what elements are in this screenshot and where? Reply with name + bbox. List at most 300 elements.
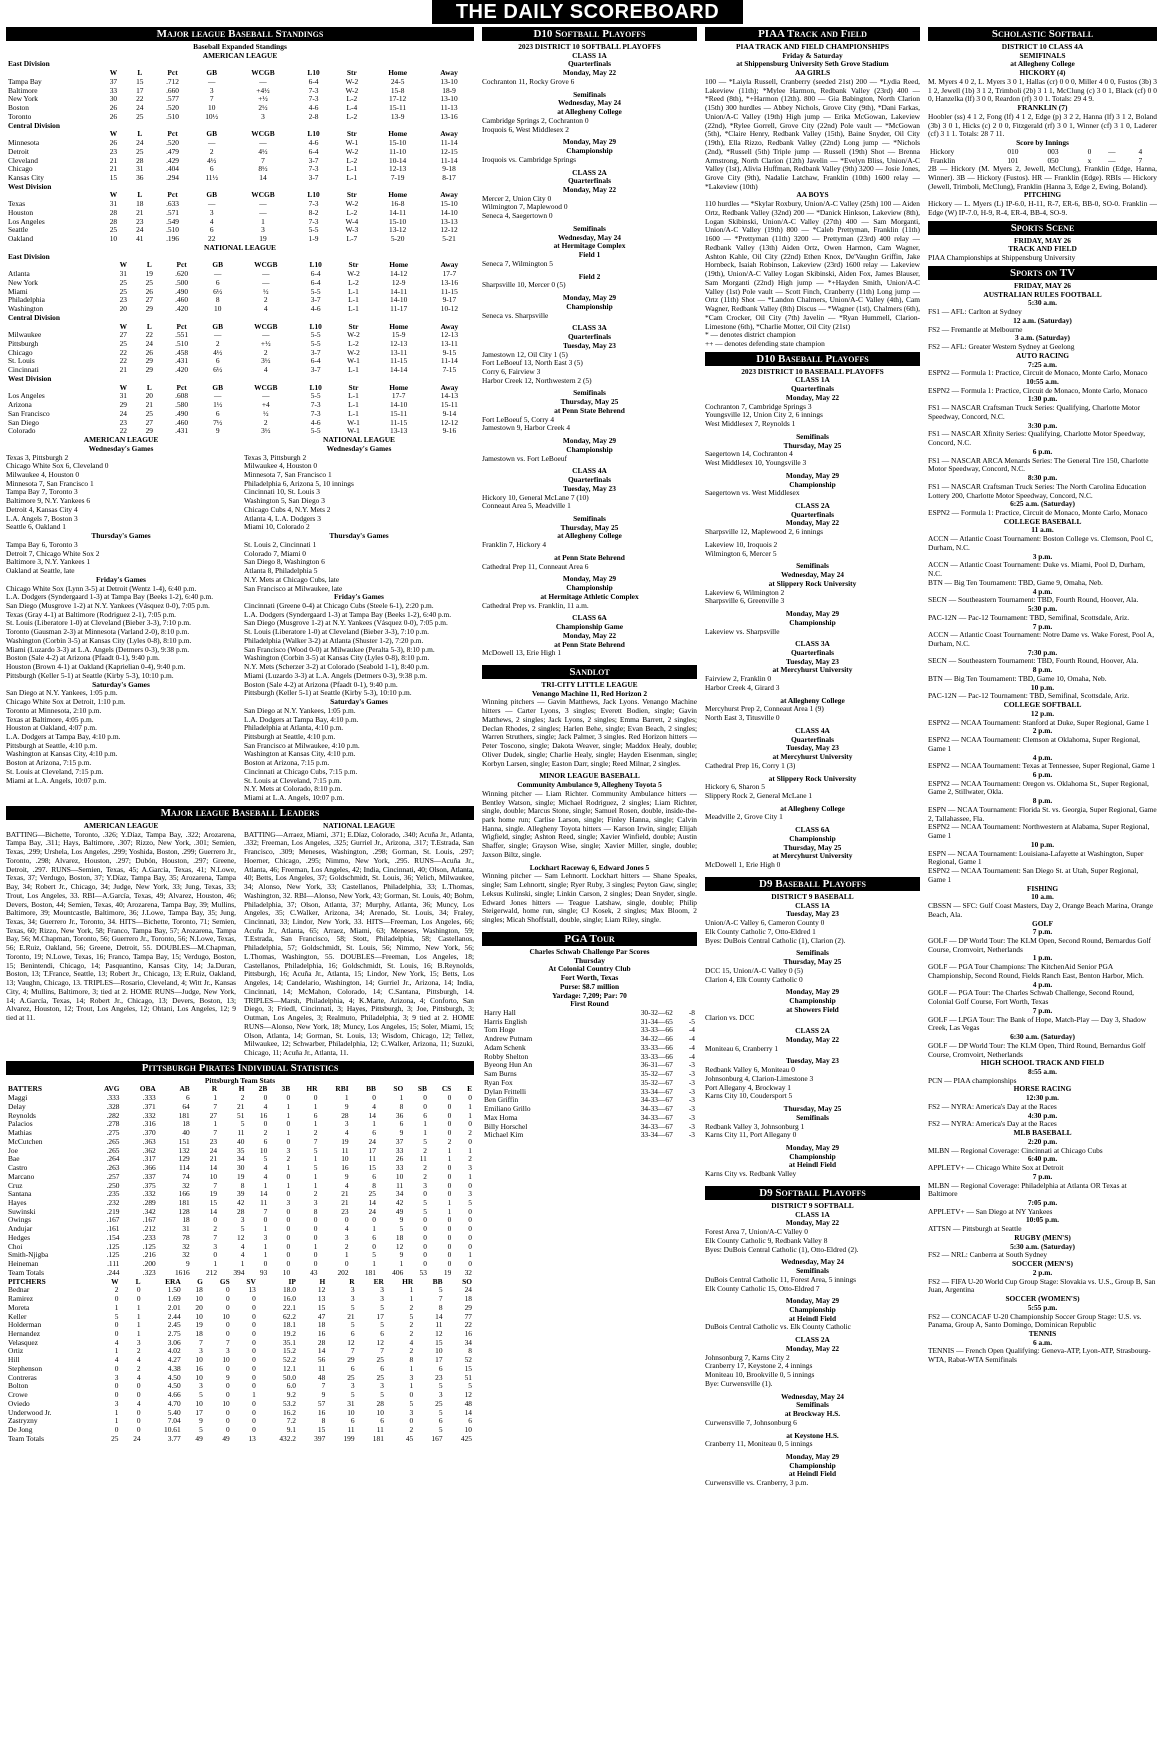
al-leaders-title: AMERICAN LEAGUE: [83, 821, 159, 830]
block-heading: Monday, May 22: [562, 185, 617, 195]
column-header: L10: [307, 190, 320, 200]
game-line: Miami (Luzardo 3-3) at L.A. Angels (Detmers 0-3), 9:38 p.m.: [6, 644, 190, 654]
cell: 7-3: [310, 408, 321, 418]
cell: 0: [468, 1119, 472, 1129]
result-line: DuBois Central Catholic vs. Elk County Catholic: [705, 1322, 851, 1332]
cell: Velasquez: [8, 1337, 38, 1347]
cell: 10: [376, 1407, 384, 1417]
cell: 31-34—65: [640, 1016, 673, 1026]
cell: 13-11: [440, 338, 458, 348]
block-heading: Semifinals: [573, 223, 606, 233]
cell: 22: [119, 347, 127, 357]
column-header: HR: [306, 1084, 318, 1094]
games-day: Friday's Games: [96, 574, 146, 584]
cell: W-2: [345, 199, 359, 209]
cell: 16.0: [283, 1294, 296, 1304]
cell: 2: [423, 1171, 427, 1181]
cell: 1: [286, 1128, 291, 1138]
block-heading: at Slippery Rock University: [768, 578, 857, 588]
cell: 12: [347, 1337, 355, 1347]
cell: 5.40: [167, 1407, 181, 1417]
cell: 2: [263, 1128, 268, 1138]
tv-heading: 6:30 a.m. (Saturday): [1010, 1032, 1075, 1042]
tv-listing: FS2 — NYRA: America's Day at the Races: [928, 1101, 1057, 1111]
cell: 13-16: [440, 111, 458, 121]
cell: 17: [195, 1407, 203, 1417]
column-header: AVG: [103, 1084, 120, 1094]
tv-heading: 6 p.m.: [1032, 770, 1053, 780]
cell: San Francisco: [8, 408, 50, 418]
team-row: [6, 366, 474, 375]
column-header: OBA: [139, 1084, 156, 1094]
cell: .196: [166, 234, 179, 244]
cell: 11-10: [389, 146, 407, 156]
cell: L-2: [346, 207, 358, 217]
cell: —: [208, 138, 216, 148]
cell: 15: [368, 1163, 376, 1173]
game-line: Detroit 4, Kansas City 4: [6, 504, 78, 514]
cell: 11: [237, 1128, 245, 1138]
cell: 28: [109, 207, 118, 217]
game-line: St. Louis (Liberatore 1-0) at Cleveland (Bieber 3-3), 7:10 p.m.: [244, 627, 429, 637]
cell: 0: [286, 1119, 291, 1129]
cell: L-1: [348, 391, 359, 401]
cell: 5: [423, 1136, 427, 1146]
cell: 39: [237, 1189, 245, 1199]
cell: 181: [178, 1198, 190, 1207]
column-header: R: [349, 1276, 355, 1286]
cell: 24-5: [390, 76, 405, 86]
cell: 7: [350, 1346, 355, 1356]
cell: Milwaukee: [8, 330, 42, 340]
cell: .294: [166, 173, 179, 183]
result-line: Lakeview 10, Iroquois 2: [705, 539, 778, 549]
block-heading: at Allegheny College: [780, 803, 845, 813]
cell: .490: [175, 408, 189, 418]
note-line: * — denotes district champion: [705, 330, 796, 340]
cell: 34: [395, 1189, 404, 1199]
cell: 24: [464, 1285, 472, 1295]
block-heading: Semifinals: [796, 948, 829, 958]
cell: —: [259, 199, 267, 209]
cell: 7: [380, 1346, 384, 1356]
cell: 5: [350, 1302, 355, 1312]
cell: 33-33—66: [640, 1042, 673, 1052]
cell: 6: [313, 1110, 318, 1120]
player-row: [6, 1339, 474, 1348]
cell: -3: [688, 1069, 695, 1079]
cell: 1: [114, 1346, 119, 1356]
cell: 62.2: [283, 1311, 296, 1321]
cell: 7: [199, 1337, 203, 1347]
cell: 8: [409, 1355, 414, 1365]
cell: 1: [286, 1180, 291, 1190]
game-line: Seattle 6, Oakland 1: [6, 522, 66, 532]
block-heading: Tuesday, May 23: [563, 340, 616, 350]
d10-softball-header: D10 Softball Playoffs: [482, 27, 697, 41]
result-line: Johnsonburg 4, Clarion-Limestone 3: [705, 1073, 814, 1083]
tv-listing: FS2 — NYRA: America's Day at the Races: [928, 1119, 1057, 1129]
cell: 12-13: [390, 338, 408, 348]
cell: Hill: [8, 1355, 20, 1365]
cell: .549: [166, 216, 179, 226]
cell: W-2: [347, 269, 360, 279]
cell: 7: [209, 94, 214, 104]
cell: 1: [372, 1259, 376, 1269]
cell: 1: [468, 1145, 472, 1155]
cell: 0: [286, 1171, 291, 1181]
tv-heading: 8 p.m.: [1032, 665, 1053, 675]
player-row: [6, 1356, 474, 1365]
cell: 1: [263, 1250, 268, 1260]
column-header: W: [119, 321, 127, 331]
block-heading: Wednesday, May 24: [557, 98, 622, 108]
cell: 0: [286, 1250, 291, 1260]
cell: 9: [215, 426, 220, 436]
block-heading: Thursday, May 25: [783, 957, 842, 967]
cell: .431: [175, 426, 189, 436]
cell: 34: [464, 1337, 472, 1347]
cell: 0: [226, 1329, 230, 1339]
cell: 0: [252, 1416, 256, 1426]
cell: 32: [182, 1241, 190, 1251]
block-heading: Quarterfinals: [790, 734, 835, 744]
cell: 7-3: [308, 94, 319, 104]
column-header: Str: [348, 321, 359, 331]
cell: 15.2: [283, 1346, 296, 1356]
result-line: Forest Area 7, Union/A-C Valley 0: [705, 1227, 808, 1237]
result-line: Cathedral Prep vs. Franklin, 11 a.m.: [482, 600, 589, 610]
tv-listing: ESPN2 — Formula 1: Practice, Circuit de Monaco, Monte Carlo, Monaco: [928, 507, 1148, 517]
result-line: Fairview 2, Franklin 0: [705, 674, 772, 684]
cell: 15: [435, 1337, 443, 1347]
cell: 33: [395, 1145, 404, 1155]
game-line: Tampa Bay 7, Toronto 3: [6, 487, 78, 497]
d10-softball-results: [482, 43, 697, 662]
cell: 0: [447, 1241, 452, 1251]
cell: -3: [688, 1130, 695, 1140]
cell: ½: [262, 286, 269, 296]
cell: 2: [263, 417, 268, 427]
batters-table: [6, 1085, 474, 1277]
block-heading: DISTRICT 9 SOFTBALL: [771, 1200, 854, 1210]
block-heading: Wednesday, May 24: [780, 1391, 845, 1401]
block-heading: CLASS 2A: [795, 1335, 830, 1345]
pitchers-table: [6, 1278, 474, 1444]
tv-listing: FS1 — NASCAR Craftsman Truck Series: The North Carolina Education Lottery 200, Charlotte Motor Speedway, Concord, N.C.: [928, 481, 1147, 500]
tv-listing: PCN — PIAA championships: [928, 1075, 1017, 1085]
tv-listing: FS2 — NRL: Canberra at South Sydney: [928, 1250, 1048, 1260]
tv-listing: PAC-12N — Pac-12 Tournament: TBD, Semifinal, Scottsdale, Ariz.: [928, 612, 1130, 622]
cell: 6: [380, 1416, 384, 1426]
game-line: N.Y. Mets at Colorado, 8:10 p.m.: [244, 784, 343, 794]
nl-title: NATIONAL LEAGUE: [204, 242, 276, 252]
cell: 4: [263, 1163, 268, 1173]
result-line: Elk County Catholic 7, Otto-Eldred 1: [705, 926, 816, 936]
game-line: Washington (Corbin 3-5) at Kansas City (Lyles 0-8), 8:10 p.m.: [6, 635, 192, 645]
cell: .216: [142, 1250, 156, 1260]
cell: 1: [409, 1285, 414, 1295]
cell: L-2: [346, 111, 358, 121]
cell: 0: [423, 1224, 427, 1234]
column-mlb: [6, 24, 474, 1760]
cell: 4: [114, 1337, 119, 1347]
tv-heading: 11 a.m.: [1031, 525, 1054, 535]
result-line: Byes: DuBois Central Catholic (1), Clarion (2).: [705, 935, 846, 945]
cell: .265: [106, 1145, 120, 1155]
tv-listing: ESPN2 — NCAA Tournament: Northwestern at Alabama, Super Regional, Game 1: [928, 822, 1150, 841]
cell: 3-7: [308, 155, 319, 165]
cell: 4-6: [308, 103, 319, 113]
game-line: Texas (Gray 4-1) at Baltimore (Rodriguez 2-1), 7:05 p.m.: [6, 609, 177, 619]
cell: 1: [399, 1259, 404, 1269]
result-line: Mercyhurst Prep 2, Conneaut Area 1 (9): [705, 704, 824, 714]
block-heading: Quarterfinals: [567, 59, 612, 69]
cell: 9: [226, 1372, 230, 1382]
cell: Robby Shelton: [484, 1051, 529, 1061]
cell: L-2: [346, 155, 358, 165]
player-row: [6, 1304, 474, 1313]
player-row: [6, 1251, 474, 1260]
cell: 0: [226, 1407, 230, 1417]
result-line: Meadville 2, Grove City 1: [705, 812, 783, 822]
cell: 33-34—67: [640, 1086, 673, 1096]
cell: 0: [468, 1180, 472, 1190]
cell: 0: [313, 1093, 318, 1103]
tv-listing: ACCN — Atlantic Coast Tournament: Duke vs. Miami, Pool D, Durham, N.C.: [928, 560, 1145, 579]
tv-listing: ESPN2 — NCAA Tournament: Stanford at Duke, Super Regional, Game 1: [928, 717, 1150, 727]
cell: 5: [313, 1163, 318, 1173]
cell: 26: [109, 138, 118, 148]
cell: 22: [145, 330, 153, 340]
cell: 4-6: [310, 304, 321, 314]
cell: 24: [145, 338, 153, 348]
result-line: Hickory 6, Sharon 5: [705, 782, 765, 792]
cell: Chicago: [8, 164, 33, 174]
cell: 0: [423, 1101, 427, 1111]
cell: 16: [317, 1407, 326, 1417]
cell: .333: [106, 1093, 120, 1103]
cell: 32: [182, 1250, 190, 1260]
games-day: Thursday's Games: [91, 531, 151, 541]
franklin-title: FRANKLIN (7): [1017, 103, 1068, 113]
cell: .429: [166, 155, 179, 165]
cell: 14-10: [390, 400, 408, 410]
cell: 1: [423, 1128, 427, 1138]
column-header: Pct: [167, 190, 178, 200]
cell: 3: [213, 1241, 218, 1251]
block-heading: Championship: [789, 617, 836, 627]
cell: 2: [344, 1241, 349, 1251]
cell: 11-15: [390, 356, 408, 366]
column-header: H: [319, 1276, 326, 1286]
tv-heading: 8:55 a.m.: [1028, 1066, 1057, 1076]
cell: 5: [468, 1381, 472, 1391]
cell: 0: [313, 1215, 318, 1225]
cell: 15-10: [440, 199, 458, 209]
cell: 18.0: [283, 1285, 296, 1295]
column-header: L10: [309, 260, 322, 270]
tv-heading: 7:25 a.m.: [1028, 359, 1057, 369]
cell: .520: [166, 103, 179, 113]
cell: 11: [419, 1154, 427, 1164]
tv-heading: 7:05 p.m.: [1027, 1198, 1058, 1207]
cell: 33: [109, 85, 118, 95]
cell: 4.27: [167, 1355, 181, 1365]
cell: 42: [237, 1198, 245, 1207]
block-heading: at Hermitage Complex: [553, 241, 626, 251]
cell: 6: [380, 1329, 384, 1339]
cell: 6.0: [286, 1381, 296, 1391]
cell: 0: [252, 1294, 256, 1304]
column-header: L10: [307, 68, 320, 78]
cell: 1: [423, 1119, 427, 1129]
cell: 11-14: [440, 138, 458, 148]
game-line: Atlanta 4, L.A. Dodgers 3: [244, 513, 321, 523]
tv-heading: 5:55 p.m.: [1027, 1302, 1058, 1312]
pga-leaderboard: [482, 1009, 697, 1140]
cell: 12: [237, 1232, 245, 1242]
column-header: L10: [309, 321, 322, 331]
game-line: St. Louis at Cleveland, 7:15 p.m.: [6, 766, 104, 776]
cell: 5-21: [442, 234, 456, 244]
column-header: HR: [402, 1276, 414, 1286]
cell: 1: [409, 1381, 414, 1391]
result-line: Johnsonburg 7, Karns City 2: [705, 1352, 790, 1362]
tv-listing: GOLF — DP World Tour: The KLM Open, Second Round, Bernardus Golf Course, Cromvoirt, Netherlands: [928, 935, 1151, 954]
cell: 7: [261, 155, 265, 165]
cell: -3: [688, 1060, 695, 1070]
cell: 5-5: [310, 391, 321, 401]
cell: 35: [237, 1145, 245, 1155]
cell: Reynolds: [8, 1110, 36, 1120]
column-header: Str: [348, 260, 359, 270]
cell: 16.2: [283, 1407, 296, 1417]
block-heading: Semifinals: [573, 513, 606, 523]
result-line: Moniteau 6, Cranberry 1: [705, 1043, 779, 1053]
cell: Bae: [8, 1154, 20, 1164]
cell: 10: [222, 1355, 230, 1365]
cell: 1: [213, 1119, 218, 1129]
cell: 0: [468, 1136, 472, 1146]
game-line: Washington at Kansas City, 4:10 p.m.: [244, 749, 356, 759]
cell: 6½: [213, 365, 223, 375]
cell: Bednar: [8, 1285, 30, 1295]
result-line: Conneaut Area 5, Meadville 1: [482, 501, 571, 511]
cell: 2: [468, 1154, 472, 1164]
cell: 11: [396, 1180, 404, 1190]
game-line: L.A. Dodgers at Tampa Bay, 4:10 p.m.: [244, 714, 359, 724]
block-heading: CLASS 6A: [572, 613, 607, 623]
block-text: Winning pitcher — Liam Richter. Community Ambulance hitters — Bentley Watson, single; Michael Rodriguez, 2 singles; Liam Richter, single, double; Marcus Stone, single; Samuel Rosen, double, inside-the-park home run; Carlise Larson, single; Finley Hanna, single; Calvin Hanna, single. Allegheny Toyota hitters — Karson Irwin, single; Elijah Wigfield, single; Ashton Reed, single; Xavier Winfield, double; Austin Shaffer, single; Grayson Wise, single; Xavier Miller, single, double; Jaxson Biltz, single.: [482, 788, 697, 859]
cell: 11: [260, 1198, 268, 1207]
cell: 21: [209, 1154, 218, 1164]
subheading: AA GIRLS: [794, 68, 831, 78]
cell: 23: [119, 295, 127, 305]
cell: 1: [313, 1180, 318, 1190]
cell: 14: [209, 1206, 218, 1216]
cell: New York: [8, 277, 38, 287]
cell: 9: [186, 1259, 190, 1269]
cell: 15: [136, 76, 144, 86]
cell: -3: [688, 1121, 695, 1131]
result-line: Saegertown vs. West Middlesex: [705, 488, 800, 498]
cell: .420: [175, 365, 189, 375]
cell: 167: [431, 1433, 443, 1443]
cell: 34-32—66: [640, 1034, 673, 1044]
block-heading: Semifinals: [796, 561, 829, 571]
cell: 30-32—62: [640, 1007, 673, 1017]
cell: —: [208, 76, 216, 86]
cell: 25: [119, 286, 127, 296]
column-header: L10: [307, 129, 320, 139]
result-line: Wilmington 7, Maplewood 0: [482, 202, 568, 212]
cell: 3: [344, 1119, 349, 1129]
tv-heading: SOCCER (MEN'S): [1012, 1259, 1073, 1269]
cell: .332: [142, 1110, 156, 1120]
game-line: Washington 5, San Diego 3: [244, 496, 325, 506]
cell: 6: [380, 1363, 384, 1373]
column-header: GS: [219, 1276, 230, 1286]
subheading: Friday & Saturday: [782, 50, 843, 60]
cell: 2.01: [167, 1302, 181, 1312]
player-row: [6, 1216, 474, 1225]
cell: 19: [259, 234, 267, 244]
cell: 0: [252, 1355, 256, 1365]
cell: 129: [178, 1154, 190, 1164]
cell: 31: [347, 1398, 355, 1408]
cell: 33: [395, 1163, 404, 1173]
subheading: PIAA TRACK AND FIELD CHAMPIONSHIPS: [735, 42, 890, 51]
games-day: Thursday's Games: [329, 531, 389, 541]
player-row: [6, 1365, 474, 1374]
cell: Team Totals: [8, 1267, 44, 1277]
cell: 0: [136, 1285, 141, 1295]
games-day: Saturday's Games: [330, 697, 388, 707]
cell: 1: [114, 1407, 119, 1417]
tv-heading: HIGH SCHOOL TRACK AND FIELD: [980, 1058, 1105, 1068]
cell: 132: [178, 1145, 190, 1155]
cell: 10: [195, 1294, 203, 1304]
column-header: H: [238, 1084, 245, 1094]
cell: Kansas City: [8, 173, 44, 183]
tv-heading: 6:40 p.m.: [1027, 1154, 1058, 1164]
games-day: Wednesday's Games: [326, 443, 392, 453]
column-header: W: [119, 260, 127, 270]
d10-baseball-header: D10 Baseball Playoffs: [705, 352, 920, 366]
cell: 0: [226, 1320, 230, 1330]
cell: 3: [226, 1346, 230, 1356]
cell: Delay: [8, 1101, 26, 1111]
cell: 4: [114, 1355, 119, 1365]
cell: 19: [443, 1267, 452, 1277]
tv-heading: 10:05 p.m.: [1025, 1215, 1060, 1225]
cell: 0: [313, 1250, 318, 1260]
cell: 0: [226, 1363, 230, 1373]
cell: .323: [142, 1267, 156, 1277]
cell: 48: [317, 1372, 326, 1382]
tv-heading: 10 a.m.: [1031, 892, 1054, 902]
cell: Harry Hall: [484, 1007, 516, 1017]
cell: 5-20: [390, 234, 405, 244]
cell: Oviedo: [8, 1398, 30, 1408]
cell: 0: [447, 1101, 452, 1111]
cell: 3: [240, 1215, 245, 1225]
cell: 432.2: [279, 1433, 296, 1443]
cell: 3-7: [310, 347, 321, 357]
cell: 32: [182, 1180, 190, 1190]
cell: Miami: [8, 286, 28, 296]
